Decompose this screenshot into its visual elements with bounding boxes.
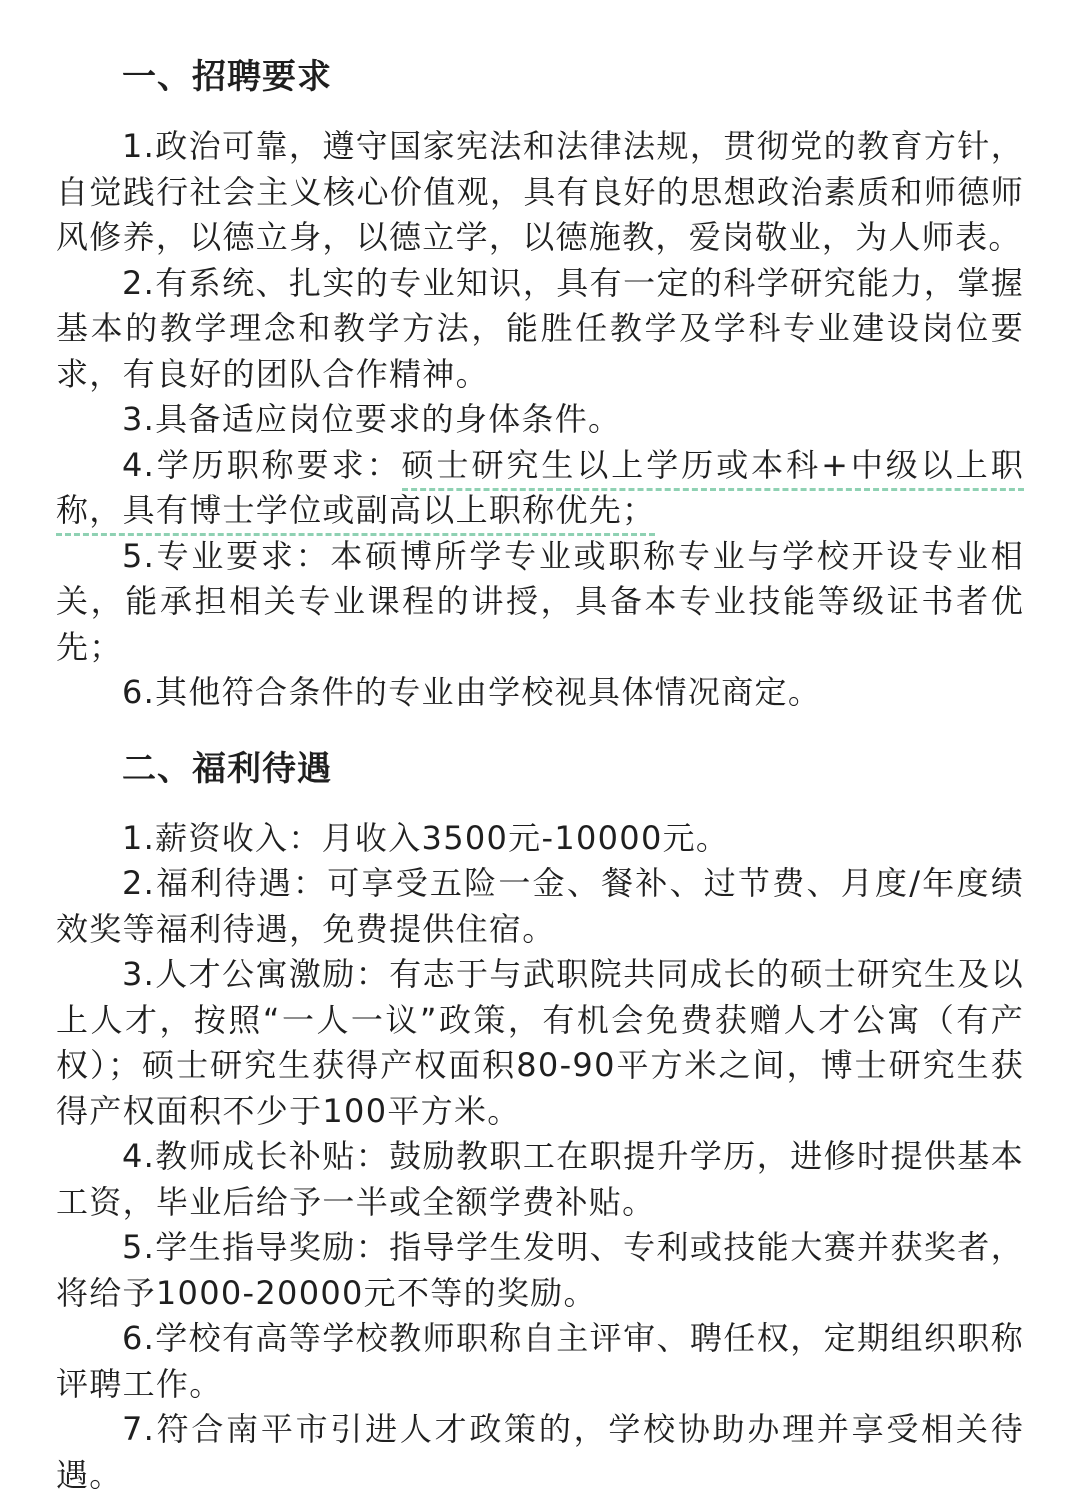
benefit-item: 2.福利待遇：可享受五险一金、餐补、过节费、月度/年度绩效奖等福利待遇，免费提供住宿。 (56, 864, 1024, 948)
benefit-item: 1.薪资收入：月收入3500元-10000元。 (122, 818, 730, 857)
section-recruitment-requirements (56, 0, 1024, 716)
requirement-item: 6.其他符合条件的专业由学校视具体情况商定。 (122, 673, 822, 711)
section-benefits (56, 746, 1024, 1499)
section-heading: 二、福利待遇 (122, 748, 332, 789)
benefit-item: 6.学校有高等学校教师职称自主评审、聘任权，定期组织职称评聘工作。 (56, 1319, 1024, 1403)
section-heading: 一、招聘要求 (122, 57, 332, 97)
requirement-item: 3.具备适应岗位要求的身体条件。 (122, 400, 622, 438)
benefit-item: 4.教师成长补贴：鼓励教职工在职提升学历，进修时提供基本工资，毕业后给予一半或全额学费补贴。 (56, 1137, 1024, 1221)
benefit-item: 3.人才公寓激励：有志于与武职院共同成长的硕士研究生及以上人才，按照“一人一议”政策，有机会免费获赠人才公寓（有产权）；硕士研究生获得产权面积80-90平方米之间，博士研究生获得产权面积不少于100平方米。 (56, 955, 1024, 1130)
requirement-item: 5.专业要求：本硕博所学专业或职称专业与学校开设专业相关，能承担相关专业课程的讲授，具备本专业技能等级证书者优先； (56, 536, 1024, 666)
requirement-item-prefix: 4.学历职称要求： (122, 445, 402, 484)
requirement-item: 1.政治可靠，遵守国家宪法和法律法规，贯彻党的教育方针，自觉践行社会主义核心价值观，具有良好的思想政治素质和师德师风修养，以德立身，以德立学，以德施教，爱岗敬业，为人师表。 (56, 127, 1024, 256)
requirement-item: 2.有系统、扎实的专业知识，具有一定的科学研究能力，掌握基本的教学理念和教学方法，能胜任教学及学科专业建设岗位要求，有良好的团队合作精神。 (56, 263, 1024, 393)
requirement-item (56, 443, 1024, 534)
benefit-item: 5.学生指导奖励：指导学生发明、专利或技能大赛并获奖者，将给予1000-20000元不等的奖励。 (56, 1228, 1024, 1312)
highlighted-text[interactable]: 硕士研究生以上学历或本科+中级以上职称，具有博士学位或副高以上职称优先； (56, 446, 1024, 537)
benefit-item: 7.符合南平市引进人才政策的，学校协助办理并享受相关待遇。 (56, 1410, 1024, 1494)
